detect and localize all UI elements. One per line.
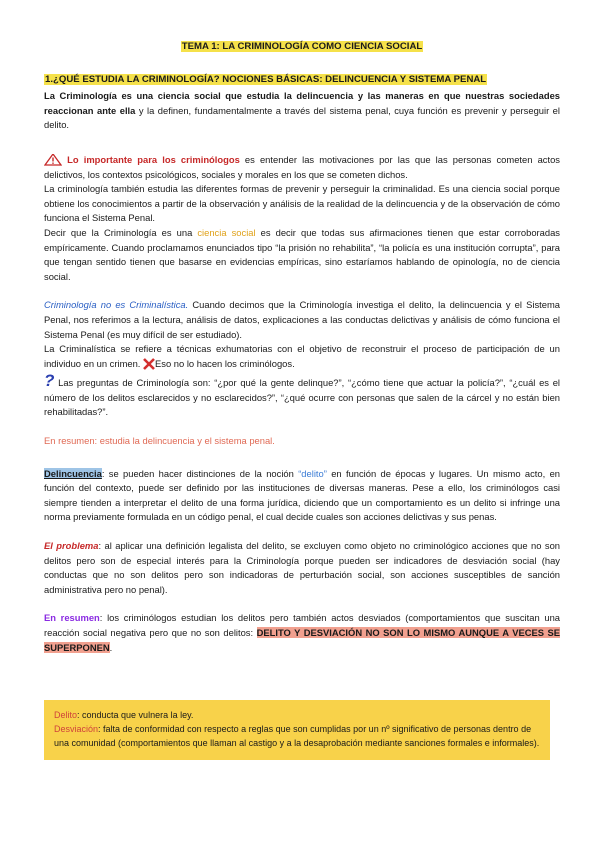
definitions-box: [44, 700, 550, 760]
intro-paragraph: La Criminología es una ciencia social que estudia la delincuencia y las maneras en que nuestras sociedades reaccionan ante ella y la definen, fundamentalmente a través del sistema penal, cuya función es prevenir y perseguir el delito.: [44, 90, 560, 131]
criminalistica-paragraph: Criminología no es Criminalística. Cuando decimos que la Criminología investiga el delito, la delincuencia y el Sistema Penal, nos referimos a la lectura, análisis de datos, explicaciones a las conductas delictivas y análisis de cómo funciona el Sistema Penal (es muy difícil de ser estudiado).: [44, 299, 560, 340]
desviacion-definition: Desviación: falta de conformidad con respecto a reglas que son cumplidas por un nº significativo de personas dentro de una comunidad (comportamientos que llaman al castigo y a la desaprobación mediante sanciones formales e informales).: [54, 724, 540, 748]
criminalistica-paragraph-2: La Criminalística se refiere a técnicas exhumatorias con el objetivo de reconstruir el proceso de participación de un individuo en un crimen. Eso no lo hacen los criminólogos.: [44, 343, 560, 369]
warning-icon: [44, 154, 62, 165]
delito-definition: Delito: conducta que vulnera la ley.: [54, 710, 194, 720]
summary-2: En resumen: los criminólogos estudian los delitos pero también actos desviados (comportamientos que suscitan una reacción social negativa pero que no son delitos: DELITO Y DESVIACIÓN NO SON LO MISMO AUNQUE A VECES SE SUPERPONEN.: [44, 612, 561, 653]
summary-1: En resumen: estudia la delincuencia y el sistema penal.: [44, 435, 275, 447]
cross-icon: [143, 358, 155, 369]
question-mark-icon: ?: [44, 371, 55, 391]
questions-paragraph: ? Las preguntas de Criminología son: “¿por qué la gente delinque?”, “¿cómo tiene que actuar la policía?”, “¿cuál es el número de los delitos esclarecidos y no esclarecidos?”, “¿qué ocurre con personas que salen de la cárcel y no están bien rehabilitadas?”.: [44, 371, 560, 418]
problema-paragraph: El problema: al aplicar una definición legalista del delito, se excluyen como objeto no criminológico acciones que no son delitos pero son de especial interés para la Criminología porque pueden ser indicadores de desviación social (hay conductas que no son delitos pero son indicadoras de perturbación social, son acciones susceptibles de sanción administrativa pero no penal).: [44, 540, 560, 595]
page-title: TEMA 1: LA CRIMINOLOGÍA COMO CIENCIA SOCIAL: [181, 41, 423, 52]
section-heading: 1.¿QUÉ ESTUDIA LA CRIMINOLOGÍA? NOCIONES BÁSICAS: DELINCUENCIA Y SISTEMA PENAL: [45, 73, 487, 85]
important-paragraph: Lo importante para los criminólogos es entender las motivaciones por las que las personas cometen actos delictivos, los contextos psicológicos, sociales y morales en los que se cometen dichos.: [44, 153, 560, 180]
paragraph-3: Decir que la Criminología es una ciencia social es decir que todas sus afirmaciones tienen que estar corroboradas empíricamente. Cuando proclamamos enunciados tipo “la prisión no rehabilita”, “la policía es una institución corrupta”, para que tengan sentido tienen que basarse en evidencias empíricas, sino estaríamos hablando de opinología, no de ciencia social.: [44, 226, 560, 282]
delincuencia-paragraph: Delincuencia: se pueden hacer distinciones de la noción “delito” en función de épocas y lugares. Un mismo acto, en función del contexto, puede ser definido por las instituciones de diversas maneras. Pese a ello, los criminólogos casi siempre tienden a interpretar el delito de una forma jurídica, diciendo que un comportamiento es un delito si infringe una norma previamente formulada en un código penal, el cual decide cuales son acciones delictivas y sus penas.: [44, 467, 560, 523]
document-page: [44, 40, 560, 655]
paragraph-2: La criminología también estudia las diferentes formas de prevenir y perseguir la criminalidad. Es una ciencia social porque obtiene los conocimientos a partir de la observación y análisis de la realidad de la delincuencia y de la observación de cómo funciona el Sistema Penal.: [44, 183, 560, 224]
